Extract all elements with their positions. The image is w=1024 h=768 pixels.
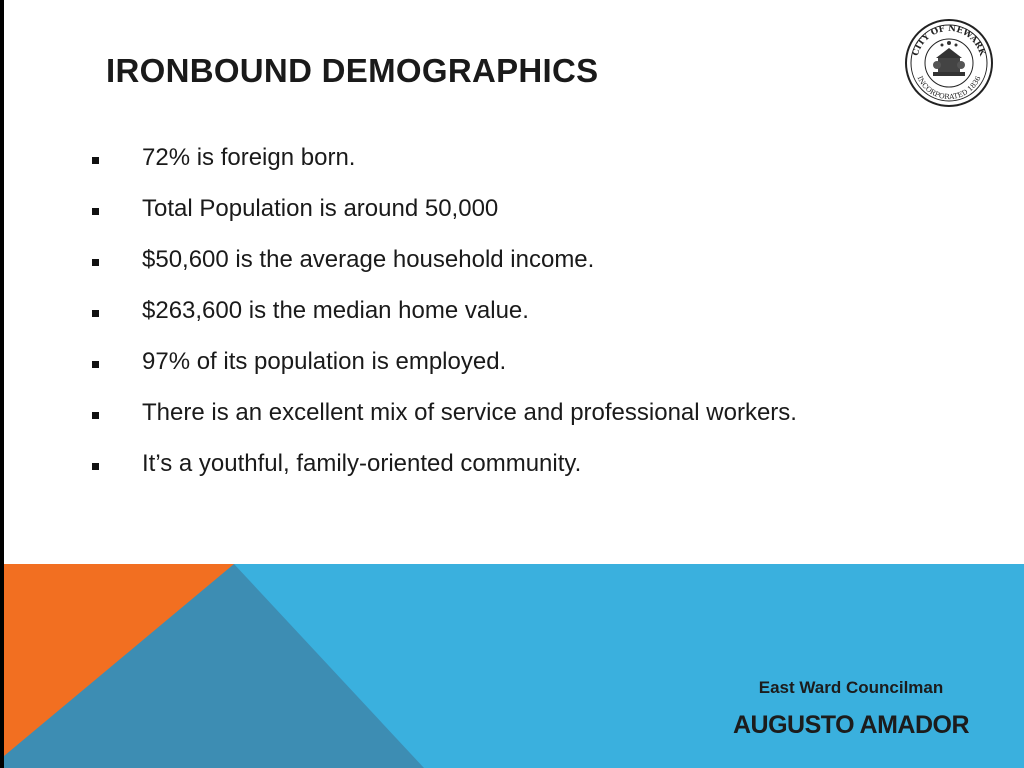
bullet-text: $263,600 is the median home value. xyxy=(142,297,529,324)
bullet-text: Total Population is around 50,000 xyxy=(142,195,499,222)
bullet-icon xyxy=(92,259,99,266)
bullet-text: There is an excellent mix of service and professional workers. xyxy=(142,399,797,426)
city-seal-icon xyxy=(904,18,994,108)
footer-name: AUGUSTO AMADOR xyxy=(732,711,970,739)
bullet-text: It’s a youthful, family-oriented community. xyxy=(142,450,582,477)
bullet-icon xyxy=(92,412,99,419)
bullet-icon xyxy=(92,463,99,470)
bullet-icon xyxy=(92,361,99,368)
bullet-text: $50,600 is the average household income. xyxy=(142,246,595,273)
seal-top-text: CITY OF NEWARK xyxy=(910,23,988,58)
bullet-icon xyxy=(92,157,99,164)
bullet-text: 97% of its population is employed. xyxy=(142,348,507,375)
footer-subtitle: East Ward Councilman xyxy=(758,678,944,697)
bullet-icon xyxy=(92,310,99,317)
slide xyxy=(4,0,1024,768)
slide-title: IRONBOUND DEMOGRAPHICS xyxy=(106,52,599,89)
bullet-text: 72% is foreign born. xyxy=(142,144,356,171)
seal-bottom-text: INCORPORATED 1836 xyxy=(915,74,983,102)
bullet-icon xyxy=(92,208,99,215)
